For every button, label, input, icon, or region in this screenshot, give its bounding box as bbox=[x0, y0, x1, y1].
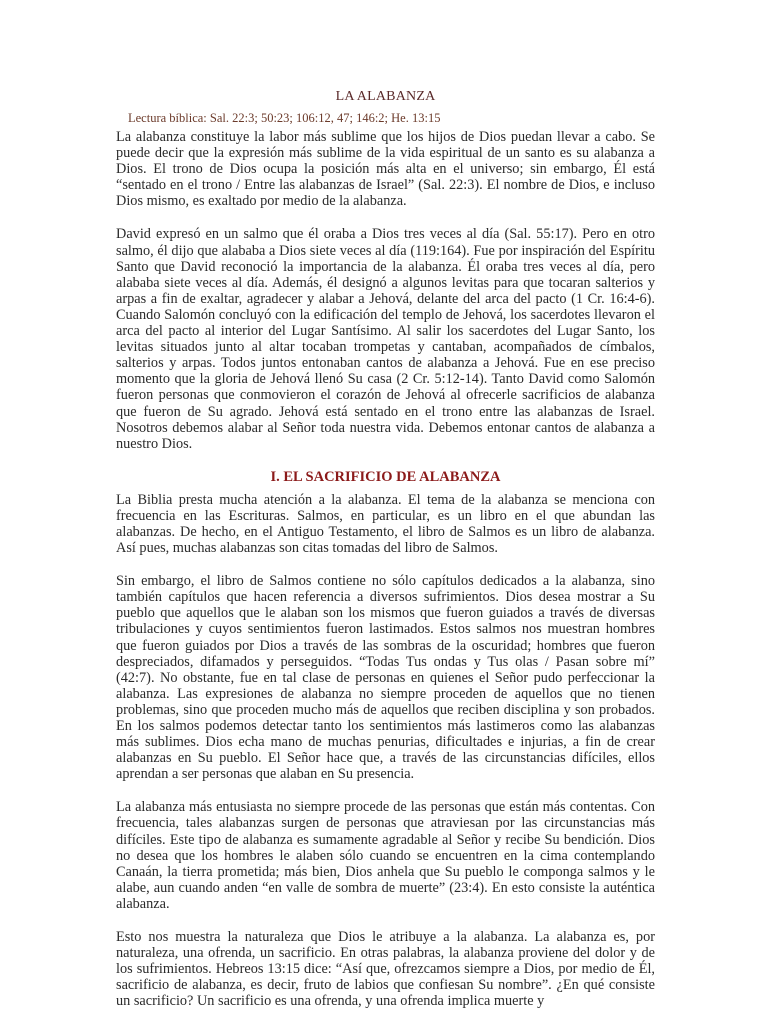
bible-reading: Lectura bíblica: Sal. 22:3; 50:23; 106:12, 47; 146:2; He. 13:15 bbox=[128, 111, 441, 125]
paragraph: La alabanza más entusiasta no siempre procede de las personas que están más contentas. Con frecuencia, tales alabanzas surgen de personas que atraviesan por las circunstancias más difíciles. Este tipo de alabanza es sumamente agradable al Señor y recibe Su bendición. Dios no desea que los hombres le alaben sólo cuando se encuentren en la cima contemplando Canaán, la tierra prometida; más bien, Dios anhela que Su pueblo le componga salmos y le alabe, aun cuando anden “en valle de sombra de muerte” (23:4). En esto consiste la auténtica alabanza. bbox=[116, 799, 655, 912]
document-page bbox=[116, 88, 655, 1010]
paragraph: David expresó en un salmo que él oraba a Dios tres veces al día (Sal. 55:17). Pero en otro salmo, él dijo que alababa a Dios siete veces al día (119:164). Fue por inspiración del Espíritu Santo que David reconoció la importancia de la alabanza. Él oraba tres veces al día, pero alababa siete veces al día. Además, él designó a algunos levitas para que tocaran salterios y arpas a fin de exaltar, agradecer y alabar a Jehová, delante del arca del pacto (1 Cr. 16:4-6). Cuando Salomón concluyó con la edificación del templo de Jehová, los sacerdotes llevaron el arca del pacto al interior del Lugar Santísimo. Al salir los sacerdotes del Lugar Santo, los levitas situados junto al altar tocaban trompetas y cantaban, acompañados de címbalos, salterios y arpas. Todos juntos entonaban cantos de alabanza a Jehová. Fue en ese preciso momento que la gloria de Jehová llenó Su casa (2 Cr. 5:12-14). Tanto David como Salomón fueron personas que conmovieron el corazón de Jehová al ofrecerle sacrificios de alabanza que fueron de Su agrado. Jehová está sentado en el trono entre las alabanzas de Israel. Nosotros debemos alabar al Señor toda nuestra vida. Debemos entonar cantos de alabanza a nuestro Dios. bbox=[116, 226, 655, 452]
section-heading: I. EL SACRIFICIO DE ALABANZA bbox=[270, 468, 501, 485]
paragraph: Esto nos muestra la naturaleza que Dios le atribuye a la alabanza. La alabanza es, por naturaleza, una ofrenda, un sacrificio. En otras palabras, la alabanza proviene del dolor y de los sufrimientos. Hebreos 13:15 dice: “Así que, ofrezcamos siempre a Dios, por medio de Él, sacrificio de alabanza, es decir, fruto de labios que confiesan Su nombre”. ¿En qué consiste un sacrificio? Un sacrificio es una ofrenda, y una ofrenda implica muerte y bbox=[116, 929, 655, 1010]
document-title: LA ALABANZA bbox=[335, 89, 436, 104]
paragraph: La alabanza constituye la labor más sublime que los hijos de Dios puedan llevar a cabo. Se puede decir que la expresión más sublime de la vida espiritual de un santo es su alabanza a Dios. El trono de Dios ocupa la posición más alta en el universo; sin embargo, Él está “sentado en el trono / Entre las alabanzas de Israel” (Sal. 22:3). El nombre de Dios, e incluso Dios mismo, es exaltado por medio de la alabanza. bbox=[116, 129, 655, 210]
paragraph: Sin embargo, el libro de Salmos contiene no sólo capítulos dedicados a la alabanza, sino también capítulos que hacen referencia a diversos sufrimientos. Dios desea mostrar a Su pueblo que aquellos que le alaban son los mismos que fueron guiados a través de diversas tribulaciones y cuyos sentimientos fueron lastimados. Estos salmos nos muestran hombres que fueron guiados por Dios a través de las sombras de la oscuridad; hombres que fueron despreciados, difamados y perseguidos. “Todas Tus ondas y Tus olas / Pasan sobre mí” (42:7). No obstante, fue en tal clase de personas en quienes el Señor pudo perfeccionar la alabanza. Las expresiones de alabanza no siempre proceden de aquellos que no tienen problemas, sino que proceden mucho más de aquellos que reciben disciplina y son probados. En los salmos podemos detectar tanto los sentimientos más lastimeros como las alabanzas más sublimes. Dios echa mano de muchas penurias, dificultades e injurias, a fin de crear alabanzas en Su pueblo. El Señor hace que, a través de las circunstancias difíciles, ellos aprendan a ser personas que alaban en Su presencia. bbox=[116, 573, 655, 783]
paragraph: La Biblia presta mucha atención a la alabanza. El tema de la alabanza se menciona con frecuencia en las Escrituras. Salmos, en particular, es un libro en el que abundan las alabanzas. De hecho, en el Antiguo Testamento, el libro de Salmos es un libro de alabanza. Así pues, muchas alabanzas son citas tomadas del libro de Salmos. bbox=[116, 491, 655, 557]
